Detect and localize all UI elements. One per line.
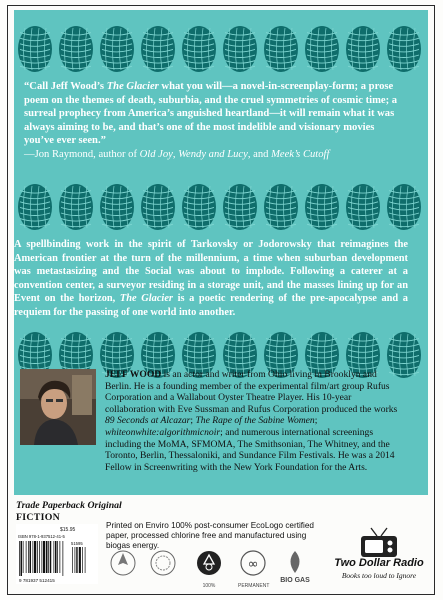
- pattern-ball-icon: [16, 182, 54, 232]
- blurb-text-a: A spellbinding work in the spirit of Tarkovsky or Jodorowsky that reimagines the American frontier at the turn of the millennium, a time when suburban development was metastasizing and the Social was about to implode. Following a caterer at a convention center, a surveyor residing in a storage unit, and the masses lining up for an Event on the horizon,: [14, 239, 408, 305]
- publisher-logo: [331, 525, 427, 589]
- logo-caption-4: PERMANENT: [238, 583, 270, 589]
- pattern-ball-icon: [57, 24, 95, 74]
- publisher-tagline: Books too loud to Ignore: [341, 571, 417, 580]
- review-quote: [24, 80, 402, 162]
- pattern-row-middle: [14, 182, 428, 234]
- eco-logos: [106, 547, 316, 591]
- isbn-label: ISBN 978-1-937512-41-5: [18, 534, 65, 539]
- bio-text-a: is an actor and writer from Ohio living in Brooklyn and Berlin. He is a founding member of the experimental film/art group Rufus Corporation and a Wallabout Oyster Theatre Player. His 10-year collaboration with Eve Sussman and Rufus Corporation produced the works: [105, 369, 398, 415]
- pattern-row-top: [14, 24, 428, 76]
- attribution-prefix: —Jon Raymond, author of: [24, 148, 140, 160]
- bio-work-3: whiteonwhite:algorithmicnoir: [105, 426, 221, 438]
- barcode-digits: 9 781937 512415: [19, 578, 55, 583]
- pattern-ball-icon: [180, 182, 218, 232]
- quote-text-b: what you will—a novel-in-screenplay-form; a prose poem on the themes of death, suburbia, and the cruel symmetries of cosmic time; a surreal prophecy from America’s anguished heartland—it will remain what it was always aiming to be, and that’s one of the most indelible and visionary movies you’ve ever seen.”: [24, 81, 398, 147]
- quote-attribution: [24, 149, 329, 160]
- attribution-and: , and: [247, 148, 272, 160]
- pattern-ball-icon: [303, 182, 341, 232]
- pattern-ball-icon: [221, 182, 259, 232]
- pattern-ball-icon: [180, 24, 218, 74]
- bio-work-2: The Rape of the Sabine Women: [195, 415, 315, 427]
- pattern-ball-icon: [344, 182, 382, 232]
- quote-text-a: “Call Jeff Wood’s: [24, 81, 107, 92]
- author-name: JEFF WOOD: [105, 369, 162, 380]
- publisher-name: Two Dollar Radio: [334, 557, 424, 569]
- author-bio: [105, 369, 403, 473]
- pattern-ball-icon: [385, 24, 423, 74]
- ecologo-icon: [108, 547, 138, 591]
- pattern-ball-icon: [344, 24, 382, 74]
- category-label: FICTION: [16, 512, 61, 523]
- pattern-ball-icon: [303, 24, 341, 74]
- attribution-sep: ,: [172, 148, 179, 160]
- biogas-icon: [280, 547, 310, 591]
- pattern-ball-icon: [98, 182, 136, 232]
- film-title-2: Wendy and Lucy: [178, 148, 248, 160]
- bio-text-b: ;: [190, 415, 196, 427]
- bio-text-c: ;: [314, 415, 318, 427]
- blurb-text-b: is a poetic rendering of the pre-apocalypse and a requiem for the passing of one world into another.: [14, 293, 409, 318]
- bio-text-d: ; and numerous international screenings including the MoMA, SFMOMA, The Smithsonian, The Whitney, and the Toronto, Berlin, Thessaloniki, and Sundance Film Festivals. He was a 2014 Fellow in Screenwriting with the New York Foundation for the Arts.: [105, 426, 395, 473]
- logo-caption-3: 100%: [202, 583, 216, 589]
- edition-label: Trade Paperback Original: [16, 500, 122, 511]
- author-photo: [20, 369, 96, 445]
- barcode-addon: [72, 547, 85, 573]
- blurb-book-title: The Glacier: [119, 293, 173, 305]
- recycle-icon: [194, 547, 224, 591]
- radio-icon: [331, 525, 427, 559]
- pattern-ball-icon: [139, 24, 177, 74]
- logo-caption-5: BIO GAS: [280, 577, 310, 584]
- film-title-3: Meek’s Cutoff: [271, 148, 330, 160]
- printed-note: Printed on Enviro 100% post-consumer EcoLogo certified paper, processed chlorine free and manufactured using biogas energy.: [106, 521, 314, 550]
- barcode-bars: [19, 541, 63, 576]
- price-label: $15.95: [60, 527, 76, 533]
- bio-work-1: 89 Seconds at Alcazar: [105, 415, 191, 427]
- pattern-ball-icon: [57, 182, 95, 232]
- film-title-1: Old Joy: [139, 148, 173, 160]
- book-blurb: [14, 238, 408, 320]
- svg-text:∞: ∞: [247, 557, 259, 572]
- pattern-ball-icon: [98, 24, 136, 74]
- pattern-ball-icon: [16, 24, 54, 74]
- permanent-paper-icon: [238, 547, 268, 591]
- quote-book-title: The Glacier: [106, 81, 159, 92]
- fsc-icon: [148, 547, 178, 591]
- pattern-ball-icon: [139, 182, 177, 232]
- pattern-ball-icon: [385, 182, 423, 232]
- pattern-ball-icon: [221, 24, 259, 74]
- addon-digits: 51595: [71, 541, 83, 546]
- isbn-barcode: [16, 524, 98, 584]
- pattern-ball-icon: [262, 182, 300, 232]
- pattern-ball-icon: [262, 24, 300, 74]
